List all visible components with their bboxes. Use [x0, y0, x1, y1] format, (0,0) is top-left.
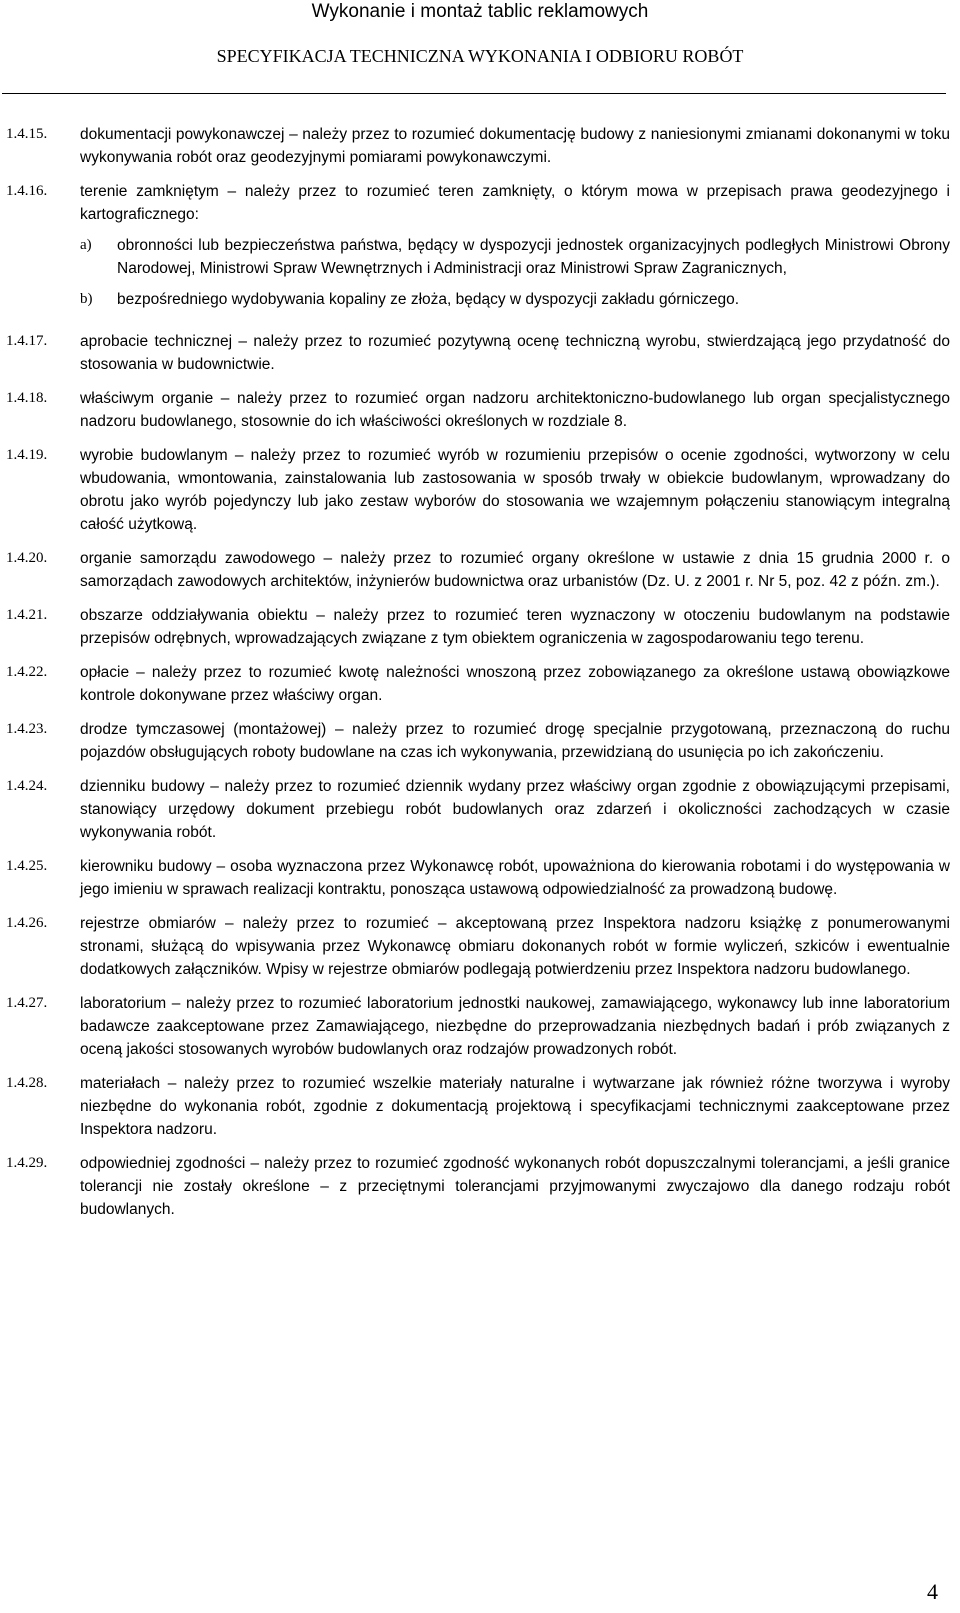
definition-text: właściwym organie – należy przez to rozumieć organ nadzoru architektoniczno-budowlanego lub organ specjalistycznego nadzoru budowlanego, stosownie do ich właściwości określonych w rozdziale 8.: [80, 390, 950, 430]
definition-body: [80, 1072, 950, 1141]
definition-text: obszarze oddziaływania obiektu – należy przez to rozumieć teren wyznaczony w otoczeniu budowlanym na podstawie przepisów odrębnych, wprowadzających związane z tym obiektem ograniczenia w zagospodarowaniu tego terenu.: [80, 607, 950, 647]
definition-number: 1.4.15.: [6, 126, 48, 142]
definition-entry: [6, 661, 950, 707]
definition-body: [80, 330, 950, 376]
definition-text: organie samorządu zawodowego – należy przez to rozumieć organy określone w ustawie z dnia 15 grudnia 2000 r. o samorządach zawodowych architektów, inżynierów budownictwa oraz urbanistów (Dz. U. z 2001 r. Nr 5, poz. 42 z późn. zm.).: [80, 550, 950, 590]
definition-number: 1.4.22.: [6, 664, 48, 680]
definition-number: 1.4.28.: [6, 1075, 48, 1091]
definition-text: dokumentacji powykonawczej – należy przez to rozumieć dokumentację budowy z naniesionymi zmianami dokonanymi w toku wykonywania robót oraz geodezyjnymi pomiarami powykonawczymi.: [80, 126, 950, 166]
sub-item-letter: a): [80, 237, 92, 253]
definition-number: 1.4.16.: [6, 183, 48, 199]
sub-item-text: obronności lub bezpieczeństwa państwa, będący w dyspozycji jednostek organizacyjnych podległych Ministrowi Obrony Narodowej, Ministrowi Spraw Wewnętrznych i Administracji oraz Ministrowi Spraw Zagranicznych,: [117, 237, 950, 277]
definition-entry: [6, 992, 950, 1061]
definition-text: opłacie – należy przez to rozumieć kwotę należności wnoszoną przez zobowiązanego za określone ustawą obowiązkowe kontrole dokonywane przez właściwy organ.: [80, 664, 950, 704]
definition-body: [80, 604, 950, 650]
definition-entry: [6, 775, 950, 844]
definition-number: 1.4.27.: [6, 995, 48, 1011]
definition-text: kierowniku budowy – osoba wyznaczona przez Wykonawcę robót, upoważniona do kierowania robotami i do występowania w jego imieniu w sprawach realizacji kontraktu, ponosząca ustawową odpowiedzialność za prowadzoną budowę.: [80, 858, 950, 898]
definition-body: [80, 123, 950, 169]
definition-number: 1.4.23.: [6, 721, 48, 737]
definition-body: [80, 775, 950, 844]
definition-entry: [6, 387, 950, 433]
definition-text: rejestrze obmiarów – należy przez to rozumieć – akceptowaną przez Inspektora nadzoru książkę z ponumerowanymi stronami, służącą do wpisywania przez Wykonawcę obmiaru dokonanych robót w formie wyliczeń, szkiców i ewentualnie dodatkowych załączników. Wpisy w rejestrze obmiarów podlegają potwierdzeniu przez Inspektora nadzoru budowlanego.: [80, 915, 950, 978]
definition-body: [80, 180, 950, 319]
definition-entry: [6, 180, 950, 319]
definition-number: 1.4.24.: [6, 778, 48, 794]
definition-number: 1.4.17.: [6, 333, 48, 349]
definition-entry: [6, 855, 950, 901]
definition-body: [80, 992, 950, 1061]
sub-item: [80, 234, 950, 280]
definition-entry: [6, 444, 950, 536]
definition-entry: [6, 547, 950, 593]
definition-body: [80, 661, 950, 707]
definition-entry: [6, 718, 950, 764]
sub-item-letter: b): [80, 291, 93, 307]
definition-number: 1.4.21.: [6, 607, 48, 623]
definition-body: [80, 1152, 950, 1221]
definition-entry: [6, 1152, 950, 1221]
definition-body: [80, 718, 950, 764]
definition-text: dzienniku budowy – należy przez to rozumieć dziennik wydany przez właściwy organ zgodnie z obowiązującymi przepisami, stanowiący urzędowy dokument przebiegu robót budowlanych oraz zdarzeń i okoliczności zachodzących w czasie wykonywania robót.: [80, 778, 950, 841]
definition-entry: [6, 123, 950, 169]
running-header-title: Wykonanie i montaż tablic reklamowych: [311, 1, 649, 22]
definition-number: 1.4.20.: [6, 550, 48, 566]
definition-number: 1.4.19.: [6, 447, 48, 463]
definition-entry: [6, 912, 950, 981]
definition-number: 1.4.26.: [6, 915, 48, 931]
definition-entry: [6, 330, 950, 376]
header-divider: [2, 93, 946, 94]
definition-text: wyrobie budowlanym – należy przez to rozumieć wyrób w rozumieniu przepisów o ocenie zgodności, wytworzony w celu wbudowania, wmontowania, zainstalowania lub zastosowania w sposób trwały w obiekcie budowlanym, wprowadzany do obrotu jako wyrób pojedynczy lub jako zestaw wyborów do stosowania we wzajemnym połączeniu stanowiącym integralną całość użytkową.: [80, 447, 950, 533]
definition-body: [80, 912, 950, 981]
definition-number: 1.4.18.: [6, 390, 48, 406]
definition-body: [80, 444, 950, 536]
definition-body: [80, 547, 950, 593]
definition-text: terenie zamkniętym – należy przez to rozumieć teren zamknięty, o którym mowa w przepisach prawa geodezyjnego i kartograficznego:: [80, 183, 950, 223]
running-header-subtitle: SPECYFIKACJA TECHNICZNA WYKONANIA I ODBIORU ROBÓT: [216, 46, 744, 66]
definition-text: odpowiedniej zgodności – należy przez to rozumieć zgodność wykonanych robót dopuszczalnymi tolerancjami, a jeśli granice tolerancji nie zostały określone – z przeciętnymi tolerancjami przyjmowanymi zwyczajowo dla danego rodzaju robót budowlanych.: [80, 1155, 950, 1218]
sub-item-text: bezpośredniego wydobywania kopaliny ze złoża, będący w dyspozycji zakładu górniczego.: [117, 291, 740, 308]
sub-list: [80, 234, 950, 311]
definition-text: aprobacie technicznej – należy przez to rozumieć pozytywną ocenę techniczną wyrobu, stwierdzającą jego przydatność do stosowania w budownictwie.: [80, 333, 950, 373]
definition-text: laboratorium – należy przez to rozumieć laboratorium jednostki naukowej, zamawiającego, wykonawcy lub inne laboratorium badawcze zaakceptowane przez Zamawiającego, niezbędne do przeprowadzania niezbędnych badań i prób związanych z oceną jakości stosowanych wyrobów budowlanych oraz rodzajów prowadzonych robót.: [80, 995, 950, 1058]
page-number: 4: [927, 1579, 938, 1604]
definition-body: [80, 387, 950, 433]
definitions-list: [6, 123, 950, 1232]
definition-entry: [6, 604, 950, 650]
sub-item: [80, 288, 950, 311]
definition-entry: [6, 1072, 950, 1141]
definition-text: drodze tymczasowej (montażowej) – należy przez to rozumieć drogę specjalnie przygotowaną, przeznaczoną do ruchu pojazdów obsługujących roboty budowlane na czas ich wykonywania, przewidzianą do usunięcia po ich zakończeniu.: [80, 721, 950, 761]
definition-number: 1.4.25.: [6, 858, 48, 874]
definition-text: materiałach – należy przez to rozumieć wszelkie materiały naturalne i wytwarzane jak również różne tworzywa i wyroby niezbędne do wykonania robót, zgodnie z dokumentacją projektową i specyfikacjami technicznymi zaakceptowane przez Inspektora nadzoru.: [80, 1075, 950, 1138]
definition-number: 1.4.29.: [6, 1155, 48, 1171]
definition-body: [80, 855, 950, 901]
